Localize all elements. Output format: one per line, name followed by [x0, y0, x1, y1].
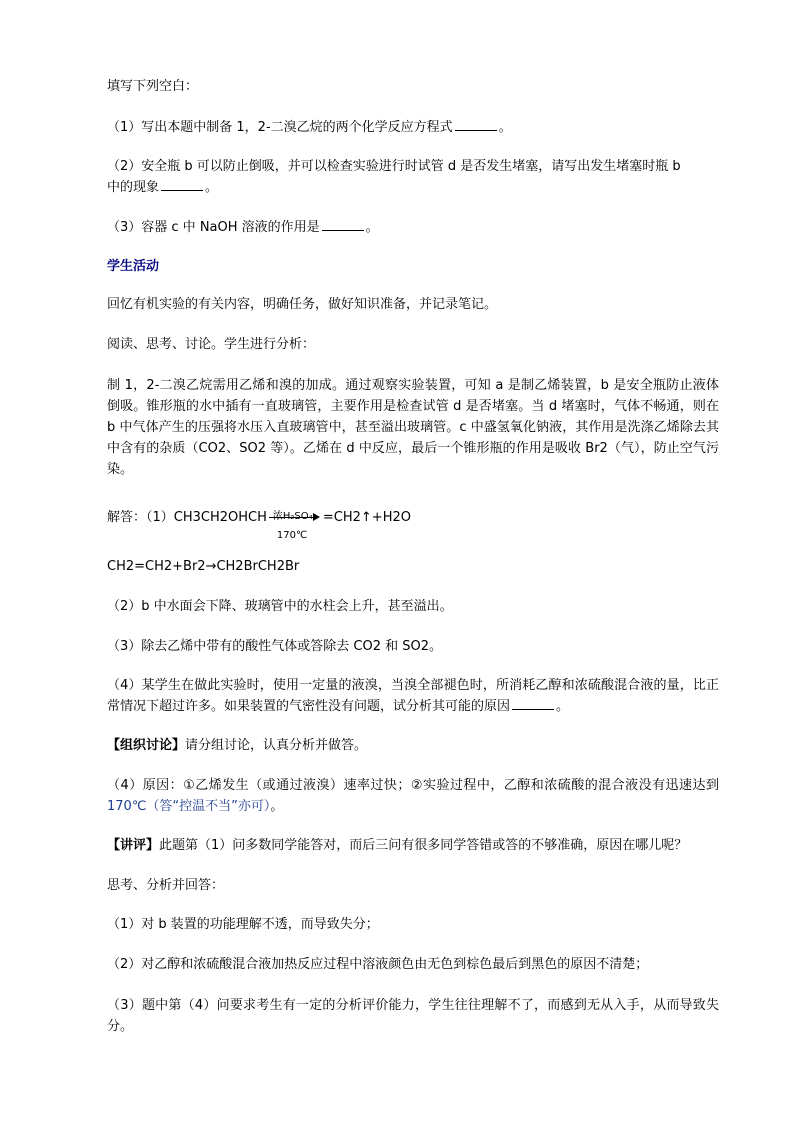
answer-4 — [107, 775, 719, 817]
question-1-text: （1）写出本题中制备 1，2-二溴乙烷的两个化学反应方程式 — [107, 120, 453, 135]
question-3 — [107, 218, 379, 237]
student-activity-line-1: 回忆有机实验的有关内容，明确任务，做好知识准备，并记录笔记。 — [107, 297, 498, 312]
question-2-line-2 — [107, 178, 218, 197]
comment-label: 【讲评】 — [107, 838, 160, 853]
answer-3: （3）除去乙烯中带有的酸性气体或答除去 CO2 和 SO2。 — [107, 639, 443, 654]
discussion — [107, 737, 367, 755]
comment-text: 此题第（1）问多数同学能答对，而后三问有很多同学答错或答的不够准确，原因在哪儿呢？ — [159, 838, 688, 853]
student-activity-line-2: 阅读、思考、讨论。学生进行分析： — [107, 337, 316, 352]
fill-blank-intro: 填写下列空白： — [107, 79, 199, 94]
student-activity-heading: 学生活动 — [107, 259, 160, 274]
answer-1-reactant: 解答：（1）CH3CH2OHCH — [107, 510, 267, 525]
reaction-condition-temperature: 170℃ — [276, 529, 308, 541]
question-4 — [107, 675, 719, 717]
discussion-label: 【组织讨论】 — [107, 738, 186, 753]
answer-4-end: 。 — [270, 799, 284, 814]
answer-2: （2）b 中水面会下降、玻璃管中的水柱会上升，甚至溢出。 — [107, 599, 453, 614]
discussion-text: 请分组讨论，认真分析并做答。 — [185, 738, 368, 753]
question-3-end: 。 — [365, 220, 379, 235]
think-prompt: 思考、分析并回答： — [107, 878, 225, 893]
question-3-text: （3）容器 c 中 NaOH 溶液的作用是 — [107, 220, 320, 235]
answer-4-text: （4）原因：①乙烯发生（或通过液溴）速率过快；②实验过程中，乙醇和浓硫酸的混合液没有迅速达到 — [107, 778, 719, 793]
question-4-text: （4）某学生在做此实验时，使用一定量的液溴，当溴全部褪色时，所消耗乙醇和浓硫酸混合液的量，比正常情况下超过许多。如果装置的气密性没有问题，试分析其可能的原因 — [107, 678, 719, 714]
answer-blank — [161, 178, 203, 191]
reason-2: （2）对乙醇和浓硫酸混合液加热反应过程中溶液颜色由无色到棕色最后到黑色的原因不清楚； — [107, 957, 649, 972]
question-2-text: 中的现象 — [107, 180, 160, 195]
answer-blank — [322, 218, 364, 231]
answer-1-equation — [107, 502, 411, 541]
equation-2: CH2=CH2+Br2→CH2BrCH2Br — [107, 559, 300, 574]
question-4-end: 。 — [556, 699, 570, 714]
reason-3: （3）题中第（4）问要求考生有一定的分析评价能力，学生往往理解不了，而感到无从入手，从而导致失分。 — [107, 998, 719, 1034]
reason-1: （1）对 b 装置的功能理解不透，而导致失分； — [107, 917, 379, 932]
answer-blank — [512, 697, 554, 710]
question-2-end: 。 — [205, 180, 219, 195]
answer-blank — [455, 118, 497, 131]
answer-1-product: =CH2↑+H2O — [322, 510, 411, 525]
question-2-line-1: （2）安全瓶 b 可以防止倒吸，并可以检查实验进行时试管 d 是否发生堵塞，请写出发生堵塞时瓶 b — [107, 159, 681, 174]
answer-4-highlight: 170℃（答“控温不当”亦可） — [107, 799, 271, 814]
question-1 — [107, 118, 512, 137]
question-1-end: 。 — [498, 120, 512, 135]
comment — [107, 837, 687, 855]
reaction-arrow — [269, 503, 321, 541]
analysis-paragraph: 制 1，2-二溴乙烷需用乙烯和溴的加成。通过观察实验装置，可知 a 是制乙烯装置，b 是安全瓶防止液体倒吸。锥形瓶的水中插有一直玻璃管，主要作用是检查试管 d 是否堵塞。当 d 堵塞时，气体不畅通，则在 b 中气体产生的压强将水压入直玻璃管中，甚至溢出玻璃管。c 中盛氢氧化钠液，其作用是洗涤乙烯除去其中含有的杂质（CO2、SO2 等）。乙烯在 d 中反应，最后一个锥形瓶的作用是吸收 Br2（气），防止空气污染。 — [107, 378, 719, 477]
